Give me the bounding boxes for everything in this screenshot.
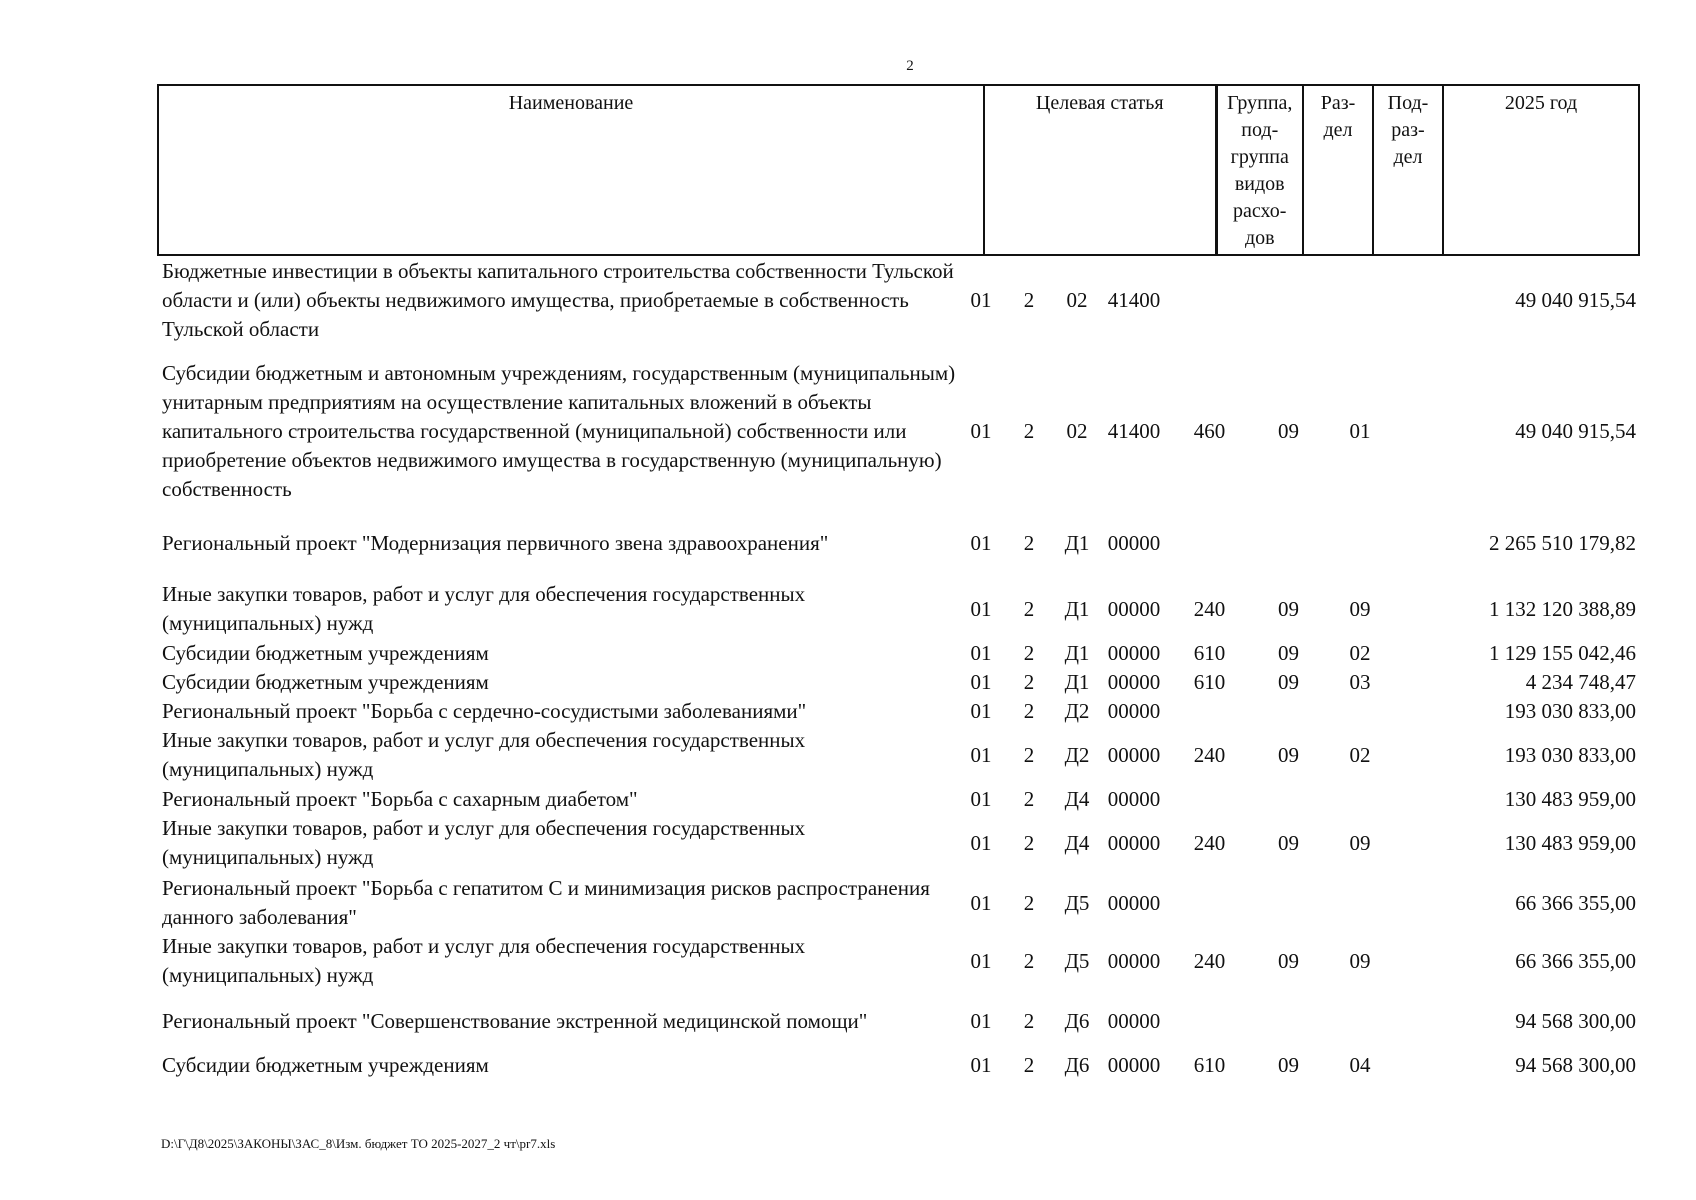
row-name: Региональный проект "Борьба с сердечно-сосудистыми заболеваниями"	[162, 698, 807, 723]
row-code-1: 01	[970, 596, 992, 621]
row-group: 240	[1193, 830, 1226, 855]
row-code-2: 2	[1023, 830, 1035, 855]
row-amount: 94 568 300,00	[1515, 1008, 1636, 1033]
row-code-3: Д1	[1064, 669, 1090, 694]
table-row	[157, 528, 1638, 558]
row-section: 09	[1278, 669, 1299, 694]
file-path: D:\Г\Д8\2025\ЗАКОНЫ\ЗАС_8\Изм. бюджет ТО 2025-2027_2 чт\pr7.xls	[161, 1136, 556, 1151]
table-row	[157, 814, 1638, 872]
row-code-4: 00000	[1107, 948, 1161, 973]
row-code-2: 2	[1023, 1008, 1035, 1033]
row-amount: 1 129 155 042,46	[1489, 640, 1636, 665]
row-code-1: 01	[970, 830, 992, 855]
row-amount: 4 234 748,47	[1525, 669, 1636, 694]
table-row	[157, 1006, 1638, 1036]
row-code-2: 2	[1023, 596, 1035, 621]
row-section: 09	[1278, 742, 1299, 767]
row-amount: 49 040 915,54	[1515, 418, 1636, 443]
table-row	[157, 726, 1638, 784]
row-subsection: 04	[1349, 1052, 1371, 1077]
row-code-3: Д6	[1064, 1008, 1090, 1033]
row-name: Иные закупки товаров, работ и услуг для обеспечения государственных (муниципальных) нужд	[162, 934, 806, 987]
row-group: 610	[1193, 669, 1226, 694]
row-group: 240	[1193, 948, 1226, 973]
row-section: 09	[1278, 830, 1299, 855]
row-name: Субсидии бюджетным учреждениям	[162, 1052, 489, 1077]
row-amount: 1 132 120 388,89	[1489, 596, 1636, 621]
row-name: Субсидии бюджетным и автономным учреждениям, государственным (муниципальным) унитарным предприятиям на осуществление капитальных вложений в объекты капитального строительства государственной (муниципальной) собственности или приобретение объектов недвижимого имущества в государственную (муниципальную) собственность	[162, 360, 956, 501]
row-code-1: 01	[970, 1052, 992, 1077]
row-name: Субсидии бюджетным учреждениям	[162, 640, 489, 665]
row-name: Региональный проект "Борьба с гепатитом С и минимизация рисков распространения данного заболевания"	[162, 876, 930, 929]
row-name: Иные закупки товаров, работ и услуг для обеспечения государственных (муниципальных) нужд	[162, 728, 806, 781]
row-name: Региональный проект "Борьба с сахарным диабетом"	[162, 786, 638, 811]
row-code-4: 00000	[1107, 596, 1161, 621]
table-header	[157, 84, 1640, 256]
row-code-3: Д4	[1064, 786, 1090, 811]
table-row	[157, 580, 1638, 638]
row-section: 09	[1278, 1052, 1299, 1077]
row-group: 240	[1193, 596, 1226, 621]
header-section: Раз- дел	[1303, 85, 1373, 255]
row-code-3: Д1	[1064, 596, 1090, 621]
row-code-1: 01	[970, 530, 992, 555]
row-code-3: 02	[1066, 287, 1088, 312]
row-code-1: 01	[970, 948, 992, 973]
row-code-3: Д1	[1064, 530, 1090, 555]
row-code-2: 2	[1023, 948, 1035, 973]
row-code-1: 01	[970, 287, 992, 312]
row-group: 240	[1193, 742, 1226, 767]
row-name: Региональный проект "Совершенствование экстренной медицинской помощи"	[162, 1008, 868, 1033]
row-subsection: 01	[1349, 418, 1371, 443]
header-subsection: Под- раз- дел	[1373, 85, 1443, 255]
row-code-4: 00000	[1107, 669, 1161, 694]
row-code-3: Д4	[1064, 830, 1090, 855]
row-subsection: 09	[1349, 830, 1371, 855]
row-amount: 49 040 915,54	[1515, 287, 1636, 312]
row-code-1: 01	[970, 786, 992, 811]
row-amount: 66 366 355,00	[1515, 890, 1636, 915]
row-group: 610	[1193, 640, 1226, 665]
row-code-3: Д5	[1064, 890, 1090, 915]
row-code-3: Д5	[1064, 948, 1090, 973]
row-code-1: 01	[970, 418, 992, 443]
header-year: 2025 год	[1443, 85, 1639, 255]
row-subsection: 09	[1349, 596, 1371, 621]
row-code-2: 2	[1023, 640, 1035, 665]
row-code-3: Д1	[1064, 640, 1090, 665]
row-amount: 130 483 959,00	[1504, 830, 1636, 855]
row-code-2: 2	[1023, 786, 1035, 811]
row-code-3: Д2	[1064, 698, 1090, 723]
table-row	[157, 1050, 1638, 1080]
row-code-4: 00000	[1107, 530, 1161, 555]
row-amount: 193 030 833,00	[1504, 698, 1636, 723]
row-name: Иные закупки товаров, работ и услуг для обеспечения государственных (муниципальных) нужд	[162, 816, 806, 869]
row-section: 09	[1278, 640, 1299, 665]
row-section: 09	[1278, 596, 1299, 621]
row-code-1: 01	[970, 669, 992, 694]
row-code-4: 41400	[1107, 287, 1161, 312]
row-name: Бюджетные инвестиции в объекты капитального строительства собственности Тульской области и (или) объекты недвижимого имущества, приобретаемые в собственность Тульской области	[162, 258, 954, 341]
row-code-3: Д2	[1064, 742, 1090, 767]
row-section: 09	[1278, 948, 1299, 973]
table-row	[157, 667, 1638, 697]
row-amount: 130 483 959,00	[1504, 786, 1636, 811]
row-code-2: 2	[1023, 742, 1035, 767]
header-name: Наименование	[508, 92, 634, 114]
row-code-1: 01	[970, 1008, 992, 1033]
row-code-3: Д6	[1064, 1052, 1090, 1077]
row-code-4: 00000	[1107, 830, 1161, 855]
row-code-1: 01	[970, 890, 992, 915]
row-name: Региональный проект "Модернизация первичного звена здравоохранения"	[162, 530, 829, 555]
row-code-1: 01	[970, 640, 992, 665]
row-code-1: 01	[970, 698, 992, 723]
table-row	[157, 932, 1638, 990]
table-row	[157, 358, 1638, 504]
row-code-4: 00000	[1107, 786, 1161, 811]
table-row	[157, 784, 1638, 814]
row-code-4: 00000	[1107, 890, 1161, 915]
table-row	[157, 638, 1638, 668]
row-code-2: 2	[1023, 669, 1035, 694]
row-code-2: 2	[1023, 418, 1035, 443]
row-code-2: 2	[1023, 890, 1035, 915]
row-code-2: 2	[1023, 530, 1035, 555]
row-subsection: 02	[1349, 742, 1371, 767]
row-subsection: 02	[1349, 640, 1371, 665]
row-subsection: 09	[1349, 948, 1371, 973]
row-name: Субсидии бюджетным учреждениям	[162, 669, 489, 694]
row-code-1: 01	[970, 742, 992, 767]
row-amount: 193 030 833,00	[1504, 742, 1636, 767]
header-group: Группа, под- группа видов расхо- дов	[1216, 85, 1303, 255]
row-code-4: 00000	[1107, 742, 1161, 767]
row-code-3: 02	[1066, 418, 1088, 443]
row-amount: 94 568 300,00	[1515, 1052, 1636, 1077]
table-row	[157, 874, 1638, 932]
row-code-2: 2	[1023, 287, 1035, 312]
row-group: 460	[1193, 418, 1226, 443]
row-group: 610	[1193, 1052, 1226, 1077]
row-amount: 66 366 355,00	[1515, 948, 1636, 973]
table-row	[157, 256, 1638, 344]
header-target-article: Целевая статья	[984, 85, 1216, 255]
row-subsection: 03	[1349, 669, 1371, 694]
row-code-2: 2	[1023, 698, 1035, 723]
row-amount: 2 265 510 179,82	[1489, 530, 1636, 555]
page-number: 2	[906, 58, 914, 74]
row-code-4: 00000	[1107, 640, 1161, 665]
row-code-2: 2	[1023, 1052, 1035, 1077]
row-code-4: 41400	[1107, 418, 1161, 443]
row-code-4: 00000	[1107, 1008, 1161, 1033]
table-row	[157, 696, 1638, 726]
row-code-4: 00000	[1107, 1052, 1161, 1077]
row-section: 09	[1278, 418, 1299, 443]
row-code-4: 00000	[1107, 698, 1161, 723]
row-name: Иные закупки товаров, работ и услуг для обеспечения государственных (муниципальных) нужд	[162, 582, 806, 635]
